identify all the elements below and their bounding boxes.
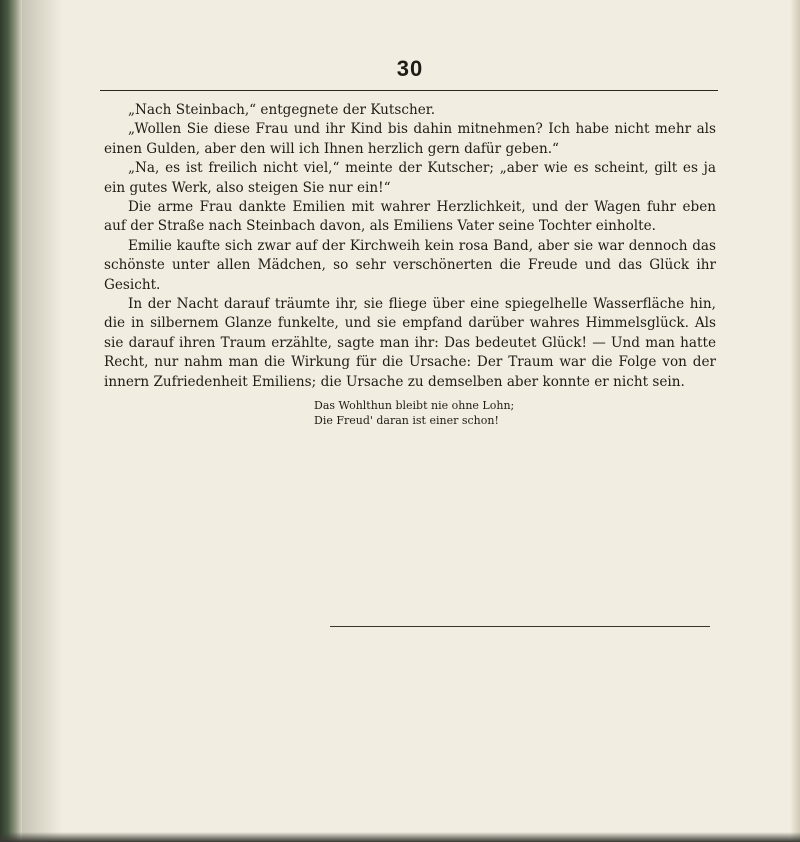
paragraph: In der Nacht darauf träumte ihr, sie fliege über eine spiegelhelle Wasserfläche hin, die in silbernem Glanze funkelte, und sie empfand darüber wahres Himmelsglück. Als sie darauf ihren Traum erzählte, sagte man ihr: Das bedeutet Glück! — Und man hatte Recht, nur nahm man die Wirkung für die Ursache: Der Traum war die Folge von der innern Zufriedenheit Emiliens; die Ursache zu demselben aber konnte er nicht sein. (104, 296, 716, 390)
header-rule (100, 90, 718, 91)
verse-line: Das Wohlthun bleibt nie ohne Lohn; (314, 399, 515, 413)
paragraph: Emilie kaufte sich zwar auf der Kirchweih kein rosa Band, aber sie war dennoch das schönste unter allen Mädchen, so sehr verschönerten die Freude und das Glück ihr Gesicht. (104, 237, 716, 293)
paragraph: Die arme Frau dankte Emilien mit wahrer Herzlichkeit, und der Wagen fuhr eben auf der Straße nach Steinbach davon, als Emiliens Vater seine Tochter einholte. (104, 199, 716, 235)
closing-verse (104, 398, 716, 428)
paragraph: „Nach Steinbach,“ entgegnete der Kutscher. (128, 102, 436, 118)
verse-line: Die Freud' daran ist einer schon! (314, 414, 499, 428)
binding-shadow (22, 0, 62, 842)
book-binding (0, 0, 22, 842)
body-text (104, 101, 716, 428)
closing-rule (330, 626, 710, 627)
paragraph: „Wollen Sie diese Frau und ihr Kind bis dahin mitnehmen? Ich habe nicht mehr als einen Gulden, aber den will ich Ihnen herzlich gern dafür geben.“ (104, 121, 716, 157)
page-edge-bottom (0, 832, 800, 842)
page-number: 30 (396, 56, 424, 81)
page-edge-right (790, 0, 800, 842)
paragraph: „Na, es ist freilich nicht viel,“ meinte der Kutscher; „aber wie es scheint, gilt es ja ein gutes Werk, also steigen Sie nur ein!“ (104, 160, 716, 196)
